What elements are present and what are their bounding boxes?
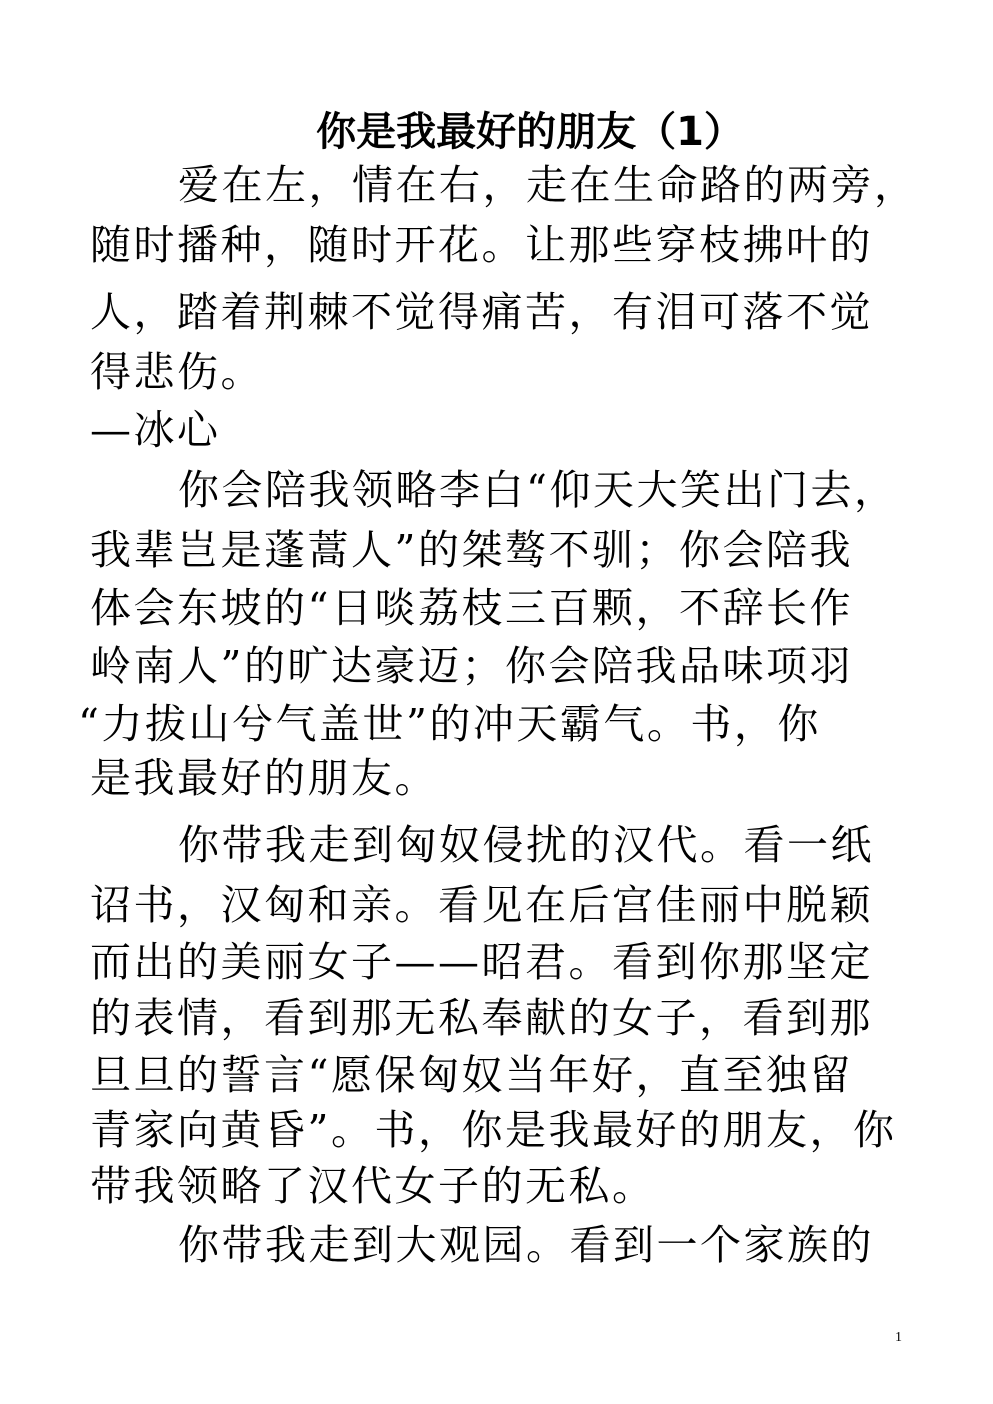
text-line: 岭南人”的旷达豪迈；你会陪我品味项羽 [90,642,853,690]
text-line: 爱在左，情在右，走在生命路的两旁， [178,161,918,209]
text-line: 青家向黄昏”。书，你是我最好的朋友，你 [90,1106,897,1154]
text-line: 旦旦的誓言“愿保匈奴当年好，直至独留 [90,1051,853,1099]
text-line: “力拔山兮气盖世”的冲天霸气。书，你 [78,700,821,748]
text-line: 而出的美丽女子——昭君。看到你那坚定 [90,938,873,986]
text-line: 的表情，看到那无私奉献的女子，看到那 [90,994,873,1042]
text-line: 你带我走到大观园。看到一个家族的 [178,1221,874,1269]
text-line: 随时播种，随时开花。让那些穿枝拂叶的 [90,221,873,269]
document-title: 你是我最好的朋友（1） [316,109,744,155]
text-line: —冰心 [90,406,221,454]
text-line: 诏书，汉匈和亲。看见在后宫佳丽中脱颖 [90,881,873,929]
page-number: 1 [895,1330,902,1345]
text-line: 得悲伤。 [90,348,264,396]
text-line: 你会陪我领略李白“仰天大笑出门去， [178,466,898,514]
text-line: 是我最好的朋友。 [90,754,438,802]
text-line: 你带我走到匈奴侵扰的汉代。看一纸 [178,821,874,869]
text-line: 人，踏着荆棘不觉得痛苦，有泪可落不觉 [90,288,873,336]
text-line: 体会东坡的“日啖荔枝三百颗，不辞长作 [90,584,853,632]
text-line: 我辈岂是蓬蒿人”的桀骜不驯；你会陪我 [90,526,853,574]
text-line: 带我领略了汉代女子的无私。 [90,1162,656,1210]
